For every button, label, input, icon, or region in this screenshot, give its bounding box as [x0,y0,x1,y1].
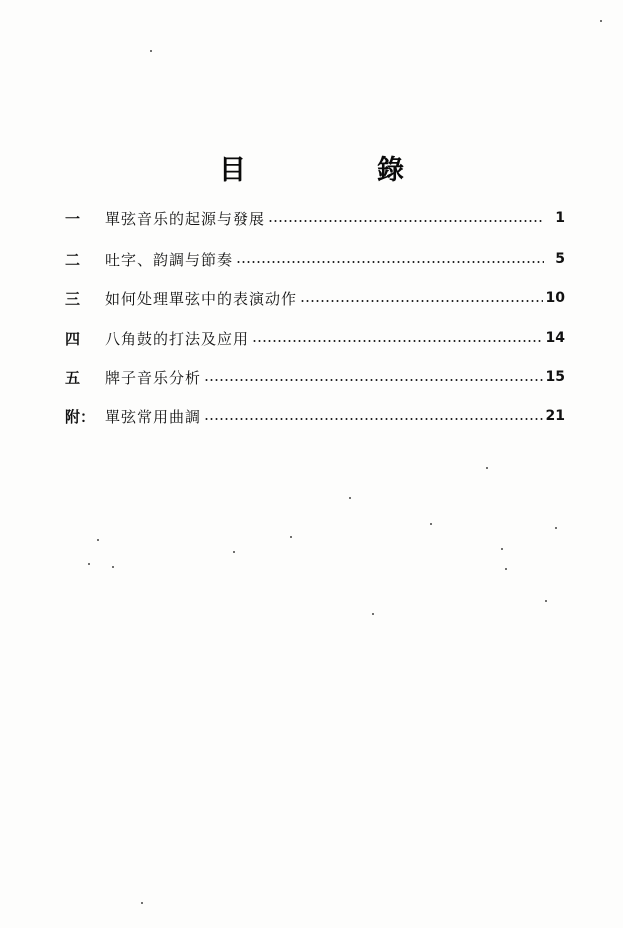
scan-speck [141,902,143,904]
toc-entry-page: 10 [545,290,565,306]
toc-entry-title: 單弦常用曲調 [105,407,202,426]
toc-entry-title: 八角鼓的打法及应用 [105,329,250,348]
scan-speck [88,563,90,565]
scan-speck [372,613,374,615]
toc-entry-5[interactable] [65,365,565,389]
toc-entry-4[interactable] [65,326,565,350]
toc-entry-1[interactable] [65,206,565,230]
scan-speck [112,566,114,568]
toc-entry-page: 14 [545,330,565,346]
dot-leader [204,418,543,420]
toc-entry-appendix[interactable] [65,404,565,428]
toc-entry-number: 四 [65,329,81,348]
scan-speck [501,548,503,550]
dot-leader [236,261,544,263]
dot-leader [252,340,543,342]
toc-entry-2[interactable] [65,247,565,271]
toc-entry-page: 15 [545,369,565,385]
scan-speck [233,551,235,553]
toc-entry-title: 如何处理單弦中的表演动作 [105,289,298,308]
toc-entry-number: 一 [65,209,81,228]
toc-entry-page: 21 [545,408,565,424]
toc-entry-page: 5 [555,251,565,267]
toc-entry-number: 五 [65,368,81,387]
scan-speck [555,527,557,529]
scan-speck [505,568,507,570]
scan-speck [150,50,152,52]
scan-speck [486,467,488,469]
scan-speck [430,523,432,525]
scan-speck [349,497,351,499]
toc-entry-number: 二 [65,250,81,269]
scan-speck [600,20,602,22]
toc-entry-number: 三 [65,289,81,308]
dot-leader [204,379,543,381]
scan-speck [290,536,292,538]
dot-leader [268,220,544,222]
toc-entry-title: 吐字、韵調与節奏 [105,250,234,269]
toc-entry-3[interactable] [65,286,565,310]
toc-entry-page: 1 [555,210,565,226]
toc-entry-number: 附： [65,407,96,426]
scan-speck [545,600,547,602]
toc-entry-title: 單弦音乐的起源与發展 [105,209,266,228]
dot-leader [300,300,543,302]
toc-entry-title: 牌子音乐分析 [105,368,202,387]
scan-speck [97,539,99,541]
page-title: 目 錄 [219,155,456,186]
